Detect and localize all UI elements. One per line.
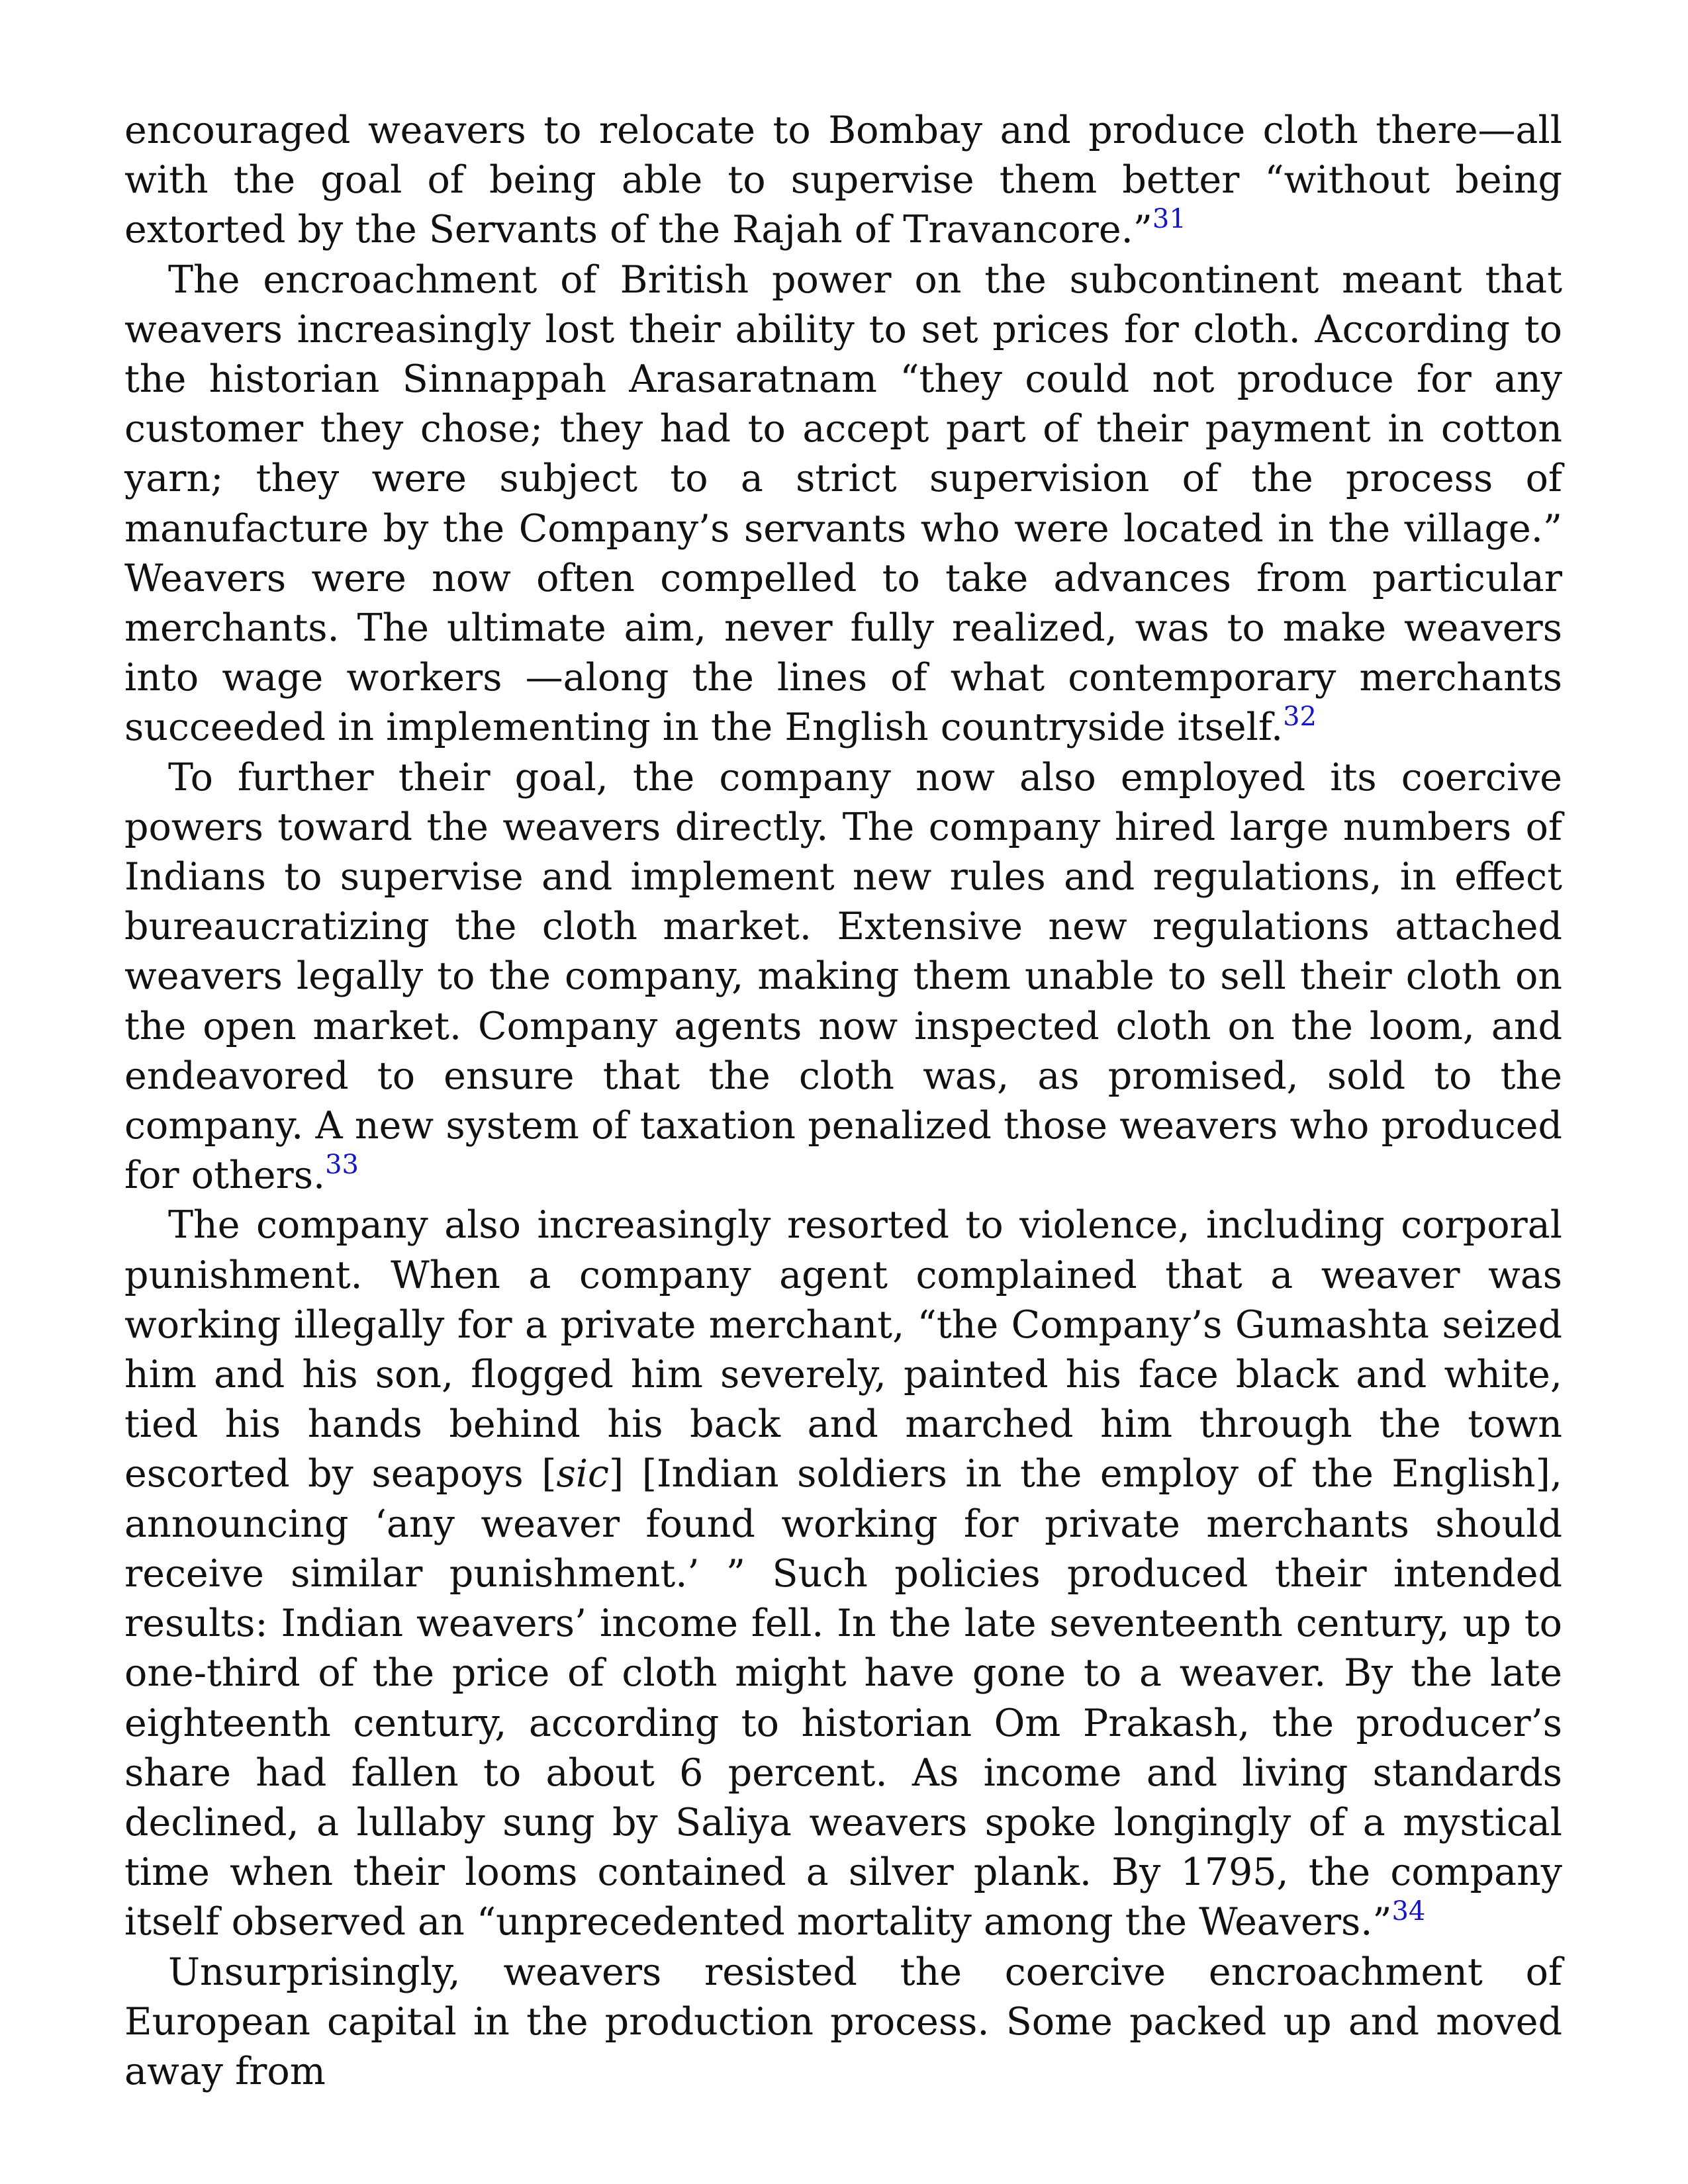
footnote-link-33[interactable]: 33 <box>325 1150 359 1181</box>
paragraph-3-text: To further their goal, the company now also employed its coercive powers toward the weavers directly. The company hired large numbers of Indians to supervise and implement new rules and regulations, in effect bureaucratizing the cloth market. Extensive new regulations attached weavers legally to the company, making them unable to sell their cloth on the open market. Company agents now inspected cloth on the loom, and endeavored to ensure that the cloth was, as promised, sold to the company. A new system of taxation penalized those weavers who produced for others. <box>124 755 1562 1198</box>
footnote-link-31[interactable]: 31 <box>1152 204 1186 235</box>
paragraph-3 <box>124 753 1562 1201</box>
paragraph-1-text: encouraged weavers to relocate to Bombay and produce cloth there—all with the goal of being able to supervise them better “without being extorted by the Servants of the Rajah of Travancore.” <box>124 109 1562 252</box>
paragraph-5-text: Unsurprisingly, weavers resisted the coercive encroachment of European capital in the production process. Some packed up and moved away from <box>124 1950 1562 2093</box>
footnote-link-32[interactable]: 32 <box>1283 702 1317 733</box>
paragraph-4-text-part-2: ] [Indian soldiers in the employ of the English], announcing ‘any weaver found working for private merchants should receive similar punishment.’ ” Such policies produced their intended results: Indian weavers’ income fell. In the late seventeenth century, up to one-third of the price of cloth might have gone to a weaver. By the late eighteenth century, according to historian Om Prakash, the producer’s share had fallen to about 6 percent. As income and living standards declined, a lullaby sung by Saliya weavers spoke longingly of a mystical time when their looms contained a silver plank. By 1795, the company itself observed an “unprecedented mortality among the Weavers.” <box>124 1452 1563 1944</box>
paragraph-2 <box>124 255 1562 753</box>
footnote-link-34[interactable]: 34 <box>1391 1896 1426 1927</box>
paragraph-4-text-part-1: The company also increasingly resorted to violence, including corporal punishment. When a company agent complained that a weaver was working illegally for a private merchant, “the Company’s Gumashta seized him and his son, flogged him severely, painted his face black and white, tied his hands behind his back and marched him through the town escorted by seapoys [ <box>124 1203 1562 1496</box>
page-body <box>124 106 1562 2097</box>
paragraph-4 <box>124 1201 1562 1947</box>
paragraph-2-text: The encroachment of British power on the subcontinent meant that weavers increasingly lost their ability to set prices for cloth. According to the historian Sinnappah Arasaratnam “they could not produce for any customer they chose; they had to accept part of their payment in cotton yarn; they were subject to a strict supervision of the process of manufacture by the Company’s servants who were located in the village.” Weavers were now often compelled to take advances from particular merchants. The ultimate aim, never fully realized, was to make weavers into wage workers —along the lines of what contemporary merchants succeeded in implementing in the English countryside itself. <box>124 257 1562 750</box>
paragraph-5 <box>124 1948 1562 2097</box>
paragraph-4-italic-sic: sic <box>556 1452 609 1496</box>
paragraph-1 <box>124 106 1562 255</box>
